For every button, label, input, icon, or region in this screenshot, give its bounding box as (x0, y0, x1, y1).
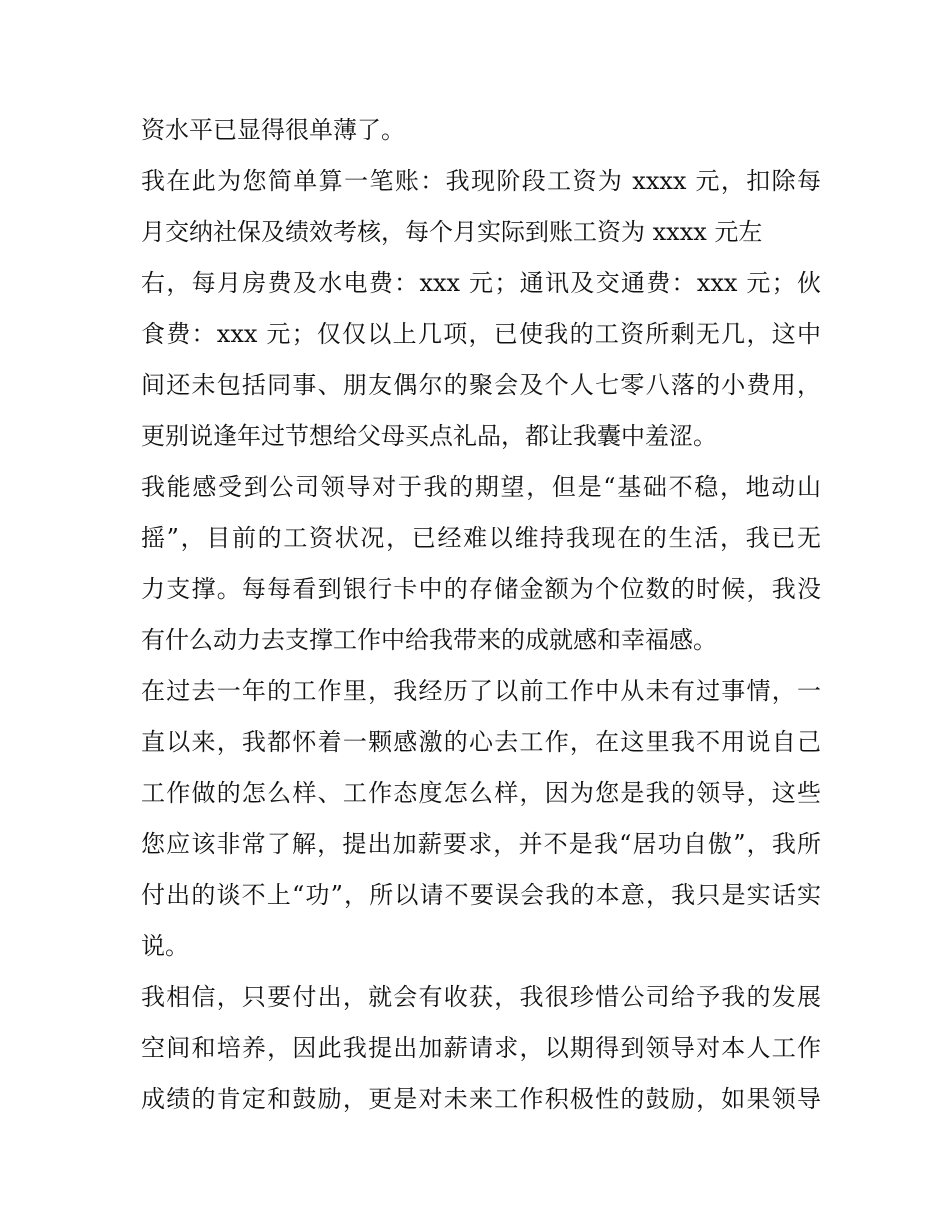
text-line-9: 摇”，目前的工资状况，已经难以维持我现在的生活，我已无 (141, 524, 821, 552)
text-line-4: 右，每月房费及水电费：xxx 元；通讯及交通费：xxx 元；伙 (141, 269, 821, 297)
text-line-15: 您应该非常了解，提出加薪要求，并不是我“居功自傲”，我所 (141, 830, 821, 858)
text-line-17: 说。 (141, 932, 189, 960)
text-line-19: 空间和培养，因此我提出加薪请求，以期得到领导对本人工作 (141, 1034, 821, 1062)
text-line-11: 有什么动力去支撑工作中给我带来的成就感和幸福感。 (141, 626, 717, 654)
text-line-5: 食费：xxx 元；仅仅以上几项，已使我的工资所剩无几，这中 (141, 320, 821, 348)
text-line-18: 我相信，只要付出，就会有收获，我很珍惜公司给予我的发展 (141, 983, 821, 1011)
text-line-3: 月交纳社保及绩效考核，每个月实际到账工资为 xxxx 元左 (141, 218, 763, 246)
document-body (141, 105, 821, 1125)
text-line-16: 付出的谈不上“功”，所以请不要误会我的本意，我只是实话实 (141, 881, 821, 909)
text-line-7: 更别说逢年过节想给父母买点礼品，都让我囊中羞涩。 (141, 422, 717, 450)
text-line-10: 力支撑。每每看到银行卡中的存储金额为个位数的时候，我没 (141, 575, 821, 603)
text-line-2: 我在此为您简单算一笔账：我现阶段工资为 xxxx 元，扣除每 (141, 167, 821, 195)
text-line-20: 成绩的肯定和鼓励，更是对未来工作积极性的鼓励，如果领导 (141, 1085, 821, 1113)
text-line-14: 工作做的怎么样、工作态度怎么样，因为您是我的领导，这些 (141, 779, 821, 807)
text-line-8: 我能感受到公司领导对于我的期望，但是“基础不稳，地动山 (141, 473, 821, 501)
text-line-12: 在过去一年的工作里，我经历了以前工作中从未有过事情，一 (141, 677, 821, 705)
text-line-6: 间还未包括同事、朋友偶尔的聚会及个人七零八落的小费用， (141, 371, 821, 399)
text-line-1: 资水平已显得很单薄了。 (141, 116, 405, 144)
text-line-13: 直以来，我都怀着一颗感激的心去工作，在这里我不用说自己 (141, 728, 821, 756)
